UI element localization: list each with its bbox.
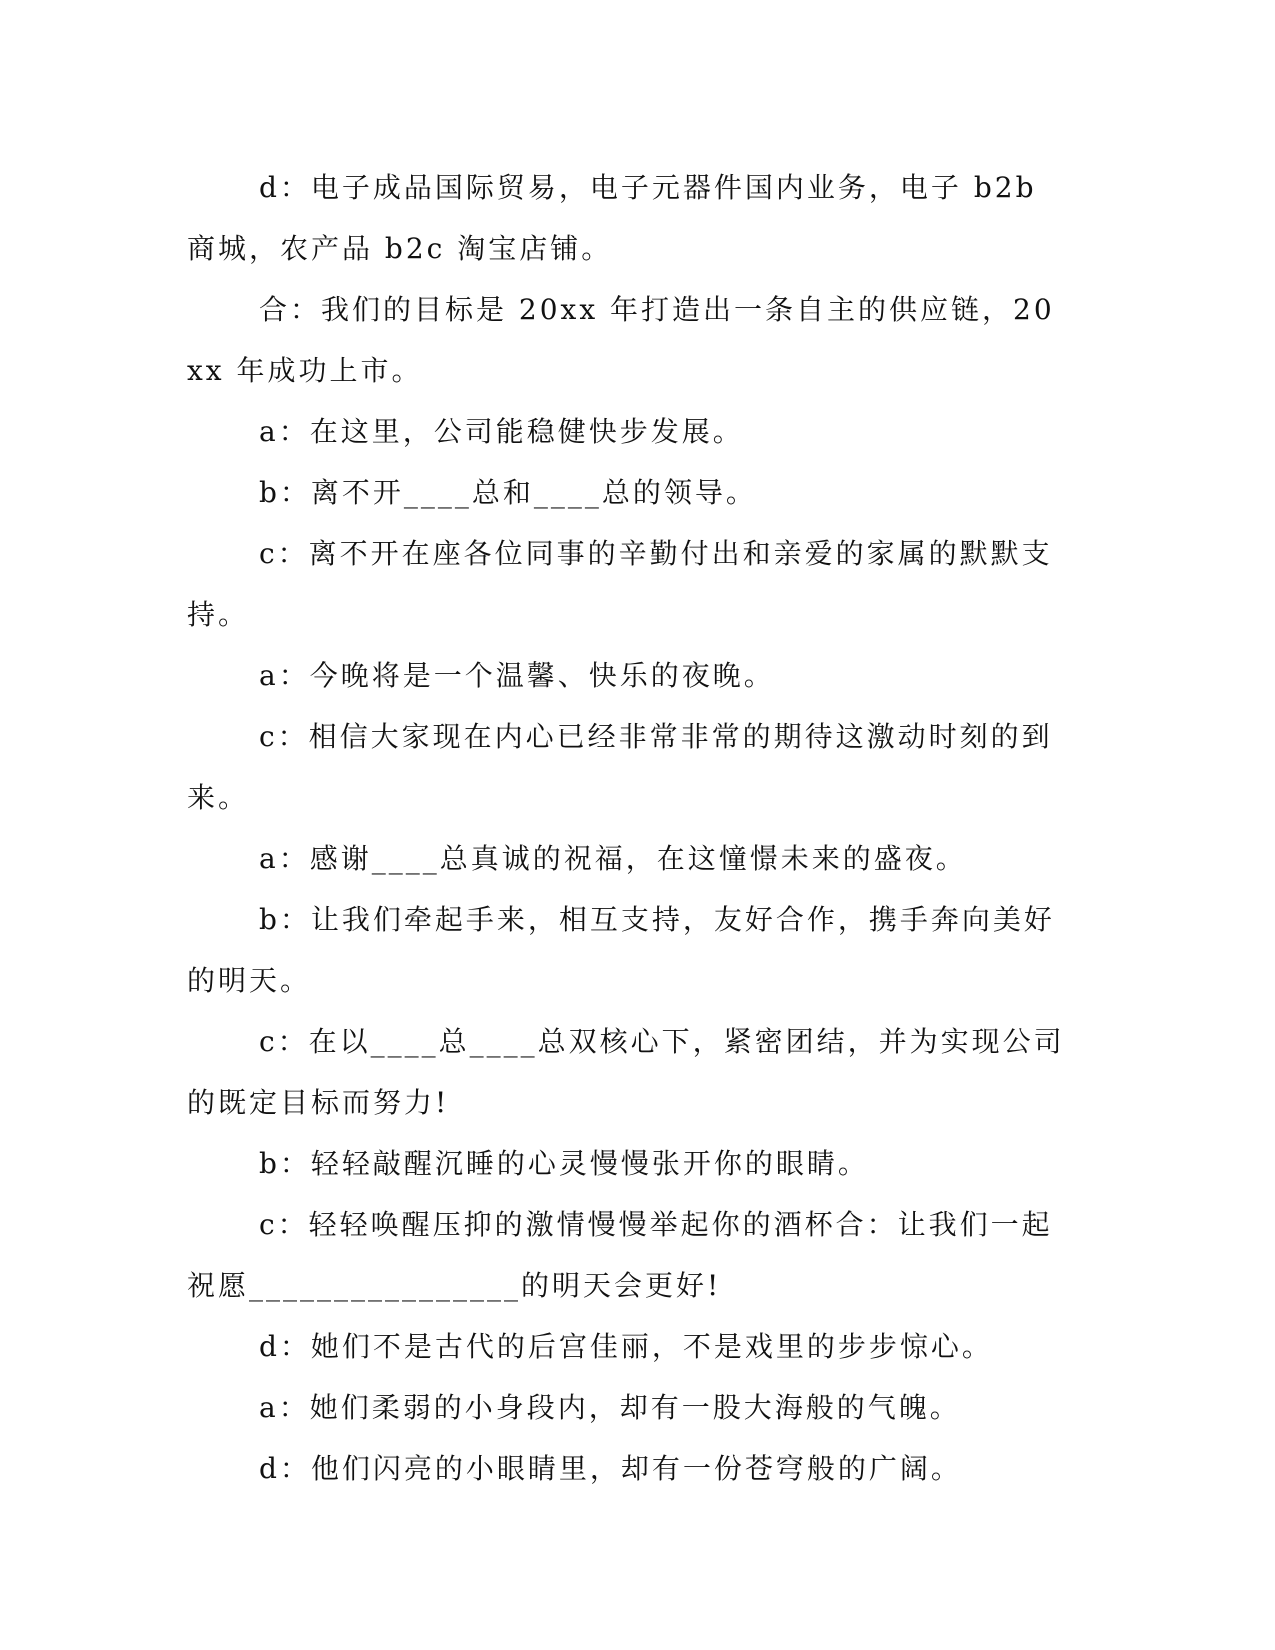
- paragraph: c：轻轻唤醒压抑的激情慢慢举起你的酒杯合：让我们一起祝愿________________的明天会更好!: [187, 1208, 1053, 1302]
- paragraph: c：相信大家现在内心已经非常非常的期待这激动时刻的到来。: [187, 720, 1053, 814]
- paragraph: d：他们闪亮的小眼睛里，却有一份苍穹般的广阔。: [259, 1452, 962, 1485]
- paragraph: d：她们不是古代的后宫佳丽，不是戏里的步步惊心。: [259, 1330, 993, 1363]
- paragraph: c：在以____总____总双核心下，紧密团结，并为实现公司的既定目标而努力!: [187, 1025, 1065, 1119]
- paragraph: c：离不开在座各位同事的辛勤付出和亲爱的家属的默默支持。: [187, 537, 1053, 631]
- paragraph: a：她们柔弱的小身段内，却有一股大海般的气魄。: [259, 1391, 961, 1424]
- paragraph: a：感谢____总真诚的祝福，在这憧憬未来的盛夜。: [259, 842, 967, 875]
- document-page: [187, 157, 1067, 1499]
- paragraph: d：电子成品国际贸易，电子元器件国内业务，电子 b2b 商城，农产品 b2c 淘宝店铺。: [187, 171, 1049, 265]
- paragraph: b：让我们牵起手来，相互支持，友好合作，携手奔向美好的明天。: [187, 903, 1055, 997]
- paragraph: a：今晚将是一个温馨、快乐的夜晚。: [259, 659, 775, 692]
- paragraph: b：轻轻敲醒沉睡的心灵慢慢张开你的眼睛。: [259, 1147, 869, 1180]
- paragraph: b：离不开____总和____总的领导。: [259, 476, 757, 509]
- paragraph: a：在这里，公司能稳健快步发展。: [259, 415, 744, 448]
- paragraph: 合：我们的目标是 20xx 年打造出一条自主的供应链，20xx 年成功上市。: [187, 293, 1055, 387]
